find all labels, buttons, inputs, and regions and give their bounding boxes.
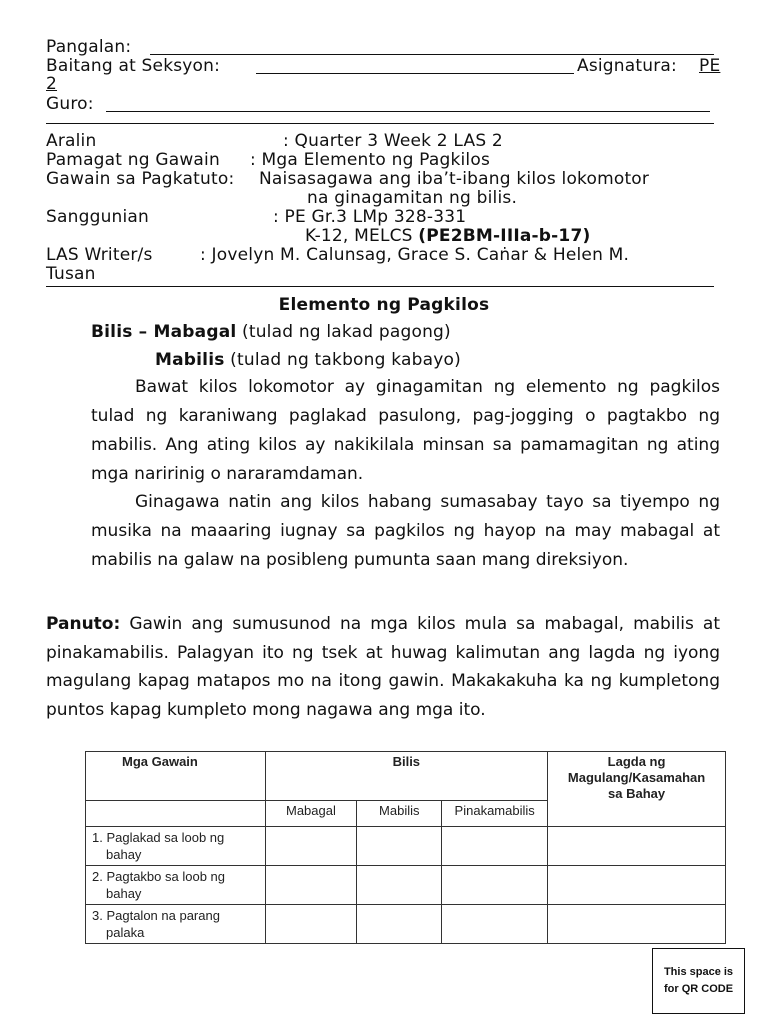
check-mabilis-cell[interactable] [357, 827, 442, 866]
sanggunian-value-cont [305, 226, 590, 246]
check-pinakamabilis-cell[interactable] [442, 866, 548, 905]
sanggunian-label: Sanggunian [46, 207, 150, 227]
activity-cell [86, 866, 266, 905]
table-row [86, 866, 726, 905]
sanggunian-melcs: K-12, MELCS [305, 226, 413, 246]
qr-text-line-1: This space is [663, 966, 734, 978]
activity-line-2: palaka [106, 925, 145, 940]
baitang-label: Baitang at Seksyon: [46, 56, 221, 76]
bilis-mabagal-desc: (tulad ng lakad pagong) [236, 322, 451, 342]
sanggunian-value: : PE Gr.3 LMp 328-331 [273, 207, 467, 227]
asignatura-label: Asignatura: [577, 56, 677, 76]
guro-line[interactable] [106, 111, 710, 112]
activity-table [85, 751, 726, 944]
panuto-paragraph [46, 610, 720, 724]
check-mabilis-cell[interactable] [357, 866, 442, 905]
col-gawain-header: Mga Gawain [86, 752, 266, 801]
divider [46, 123, 714, 124]
table-row [86, 827, 726, 866]
pangalan-label: Pangalan: [46, 37, 132, 57]
pamagat-label: Pamagat ng Gawain [46, 150, 220, 170]
check-mabagal-cell[interactable] [265, 827, 357, 866]
gawain-label: Gawain sa Pagkatuto: [46, 169, 235, 189]
mabilis-desc: (tulad ng takbong kabayo) [224, 350, 461, 370]
table-row [86, 905, 726, 944]
bilis-mabagal-term: Bilis – Mabagal [91, 322, 237, 342]
baitang-line[interactable] [256, 73, 574, 74]
activity-line-1: 2. Pagtakbo sa loob ng [92, 869, 225, 884]
col-lagda-line-3: sa Bahay [608, 786, 666, 801]
aralin-value: : Quarter 3 Week 2 LAS 2 [283, 131, 503, 151]
empty-cell [86, 801, 266, 827]
signature-cell[interactable] [548, 905, 726, 944]
lesson-title: Elemento ng Pagkilos [278, 295, 490, 315]
activity-line-1: 3. Pagtalon na parang [92, 908, 220, 923]
table-header-row [86, 752, 726, 801]
sanggunian-code: (PE2BM-IIIa-b-17) [418, 226, 591, 246]
col-bilis-header: Bilis [265, 752, 548, 801]
lesson-paragraph-1 [91, 373, 720, 489]
gawain-value-cont: na ginagamitan ng bilis. [307, 188, 518, 208]
asignatura-value-cont: 2 [46, 74, 58, 94]
mabilis-term: Mabilis [155, 350, 225, 370]
asignatura-value: PE [699, 56, 721, 76]
writers-label: LAS Writer/s [46, 245, 153, 265]
mabilis-line [155, 350, 461, 370]
lesson-paragraph-2 [91, 488, 720, 575]
sub-mabagal-header: Mabagal [265, 801, 357, 827]
writers-value: : Jovelyn M. Calunsag, Grace S. Caṅar & Helen M. [200, 245, 630, 265]
sub-pinakamabilis-header: Pinakamabilis [442, 801, 548, 827]
divider [46, 286, 714, 287]
activity-line-2: bahay [106, 886, 142, 901]
check-pinakamabilis-cell[interactable] [442, 827, 548, 866]
sub-mabilis-header: Mabilis [357, 801, 442, 827]
pangalan-line[interactable] [150, 54, 714, 55]
activity-line-2: bahay [106, 847, 142, 862]
col-lagda-line-2: Magulang/Kasamahan [567, 770, 706, 785]
lesson-paragraph-1-text: Bawat kilos lokomotor ay ginagamitan ng elemento ng pagkilos tulad ng karaniwang paglakad pasulong, pag-jogging o pagtakbo ng mabilis. Ang ating kilos ay nakikilala minsan sa pamamagitan ng ating mga naririnig o nararamdaman. [91, 377, 720, 484]
check-mabilis-cell[interactable] [357, 905, 442, 944]
qr-code-placeholder [652, 948, 745, 1014]
check-pinakamabilis-cell[interactable] [442, 905, 548, 944]
panuto-label: Panuto: [46, 614, 121, 634]
qr-text-line-2: for QR CODE [663, 983, 734, 995]
signature-cell[interactable] [548, 866, 726, 905]
signature-cell[interactable] [548, 827, 726, 866]
gawain-value: Naisasagawa ang iba’t-ibang kilos lokomotor [259, 169, 650, 189]
bilis-mabagal-line [91, 322, 451, 342]
activity-line-1: 1. Paglakad sa loob ng [92, 830, 225, 845]
pamagat-value: : Mga Elemento ng Pagkilos [250, 150, 491, 170]
panuto-text: Gawin ang sumusunod na mga kilos mula sa mabagal, mabilis at pinakamabilis. Palagyan ito ng tsek at huwag kalimutan ang lagda ng iyong magulang kapag matapos mo na itong gawin. Makakakuha ka ng kumpletong puntos kapag kumpleto mong nagawa ang mga ito. [46, 614, 720, 720]
guro-label: Guro: [46, 94, 94, 114]
activity-cell [86, 905, 266, 944]
writers-value-cont: Tusan [46, 264, 96, 284]
col-lagda-line-1: Lagda ng [607, 754, 666, 769]
activity-cell [86, 827, 266, 866]
check-mabagal-cell[interactable] [265, 866, 357, 905]
lesson-paragraph-2-text: Ginagawa natin ang kilos habang sumasabay tayo sa tiyempo ng musika na maaaring iugnay sa pagkilos ng hayop na may mabagal at mabilis na galaw na posibleng pumunta saan mang direksiyon. [91, 492, 720, 570]
check-mabagal-cell[interactable] [265, 905, 357, 944]
aralin-label: Aralin [46, 131, 97, 151]
col-lagda-header [548, 752, 726, 827]
